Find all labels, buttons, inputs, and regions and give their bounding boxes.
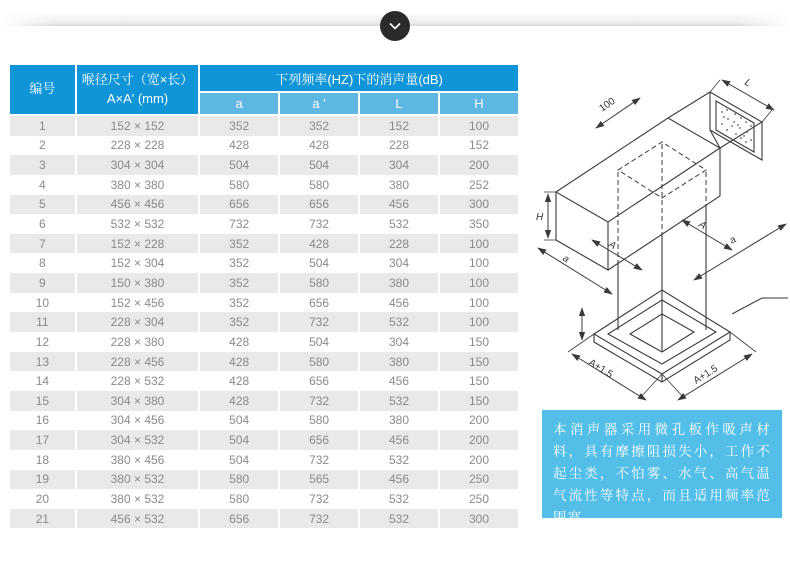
table-cell: 428: [200, 332, 278, 352]
product-description-box: [542, 410, 782, 525]
dim-label-a-right: a: [727, 234, 739, 247]
dim-label-A-left: A: [606, 239, 618, 253]
table-cell: 20: [10, 489, 75, 509]
table-cell: 304 × 532: [77, 430, 198, 450]
table-cell: 8: [10, 253, 75, 273]
table-cell: 1: [10, 116, 75, 136]
header-number: 编号: [10, 65, 75, 116]
table-row: [10, 312, 518, 332]
table-cell: 580: [280, 352, 358, 372]
table-cell: 100: [440, 253, 518, 273]
table-cell: 428: [200, 371, 278, 391]
table-cell: 580: [200, 489, 278, 509]
table-cell: 456: [360, 430, 438, 450]
table-cell: 580: [280, 273, 358, 293]
table-row: [10, 450, 518, 470]
table-cell: 6: [10, 214, 75, 234]
table-cell: 352: [200, 273, 278, 293]
table-header: [10, 65, 518, 116]
table-cell: 532 × 532: [77, 214, 198, 234]
table-cell: 656: [280, 371, 358, 391]
table-cell: 732: [200, 214, 278, 234]
dim-label-flange-left: A+1.5: [586, 357, 615, 381]
table-row: [10, 391, 518, 411]
table-cell: 11: [10, 312, 75, 332]
table-cell: 380 × 380: [77, 175, 198, 195]
table-row: [10, 116, 518, 136]
dim-label-H: H: [536, 212, 544, 223]
table-cell: 656: [280, 430, 358, 450]
table-cell: 4: [10, 175, 75, 195]
dim-label-100: 100: [597, 95, 618, 115]
table-cell: 250: [440, 470, 518, 490]
header-throat-size-line1: 喉径尺寸（宽×长）: [81, 71, 194, 87]
table-cell: 228 × 456: [77, 352, 198, 372]
subheader-a: a: [200, 93, 278, 116]
table-cell: 456: [360, 195, 438, 215]
table-cell: 732: [280, 312, 358, 332]
table-cell: 228: [360, 136, 438, 156]
table-cell: 350: [440, 214, 518, 234]
table-cell: 13: [10, 352, 75, 372]
table-cell: 532: [360, 214, 438, 234]
table-cell: 456 × 456: [77, 195, 198, 215]
table-cell: 352: [200, 312, 278, 332]
table-cell: 352: [200, 253, 278, 273]
table-cell: 200: [440, 411, 518, 431]
table-cell: 17: [10, 430, 75, 450]
table-cell: 456: [360, 293, 438, 313]
table-cell: 152: [440, 136, 518, 156]
table-row: [10, 470, 518, 490]
table-cell: 732: [280, 489, 358, 509]
table-cell: 200: [440, 430, 518, 450]
table-cell: 580: [200, 175, 278, 195]
table-cell: 100: [440, 116, 518, 136]
table-cell: 14: [10, 371, 75, 391]
table-cell: 580: [200, 470, 278, 490]
product-description-text: 本消声器采用微孔板作吸声材料，具有摩擦阻损失小，工作不起尘类，不怕雾、水气、高气温气流性等特点，而且适用频率范围宽。: [553, 422, 771, 525]
table-cell: 732: [280, 509, 358, 529]
table-cell: 504: [280, 332, 358, 352]
table-cell: 504: [200, 450, 278, 470]
table-cell: 152: [360, 116, 438, 136]
table-cell: 304 × 304: [77, 155, 198, 175]
collapse-button[interactable]: [380, 11, 410, 41]
table-cell: 565: [280, 470, 358, 490]
header-throat-size: [77, 65, 198, 116]
silencer-isometric-diagram: [534, 62, 790, 406]
table-cell: 150: [440, 352, 518, 372]
table-row: [10, 509, 518, 529]
table-row: [10, 234, 518, 254]
table-row: [10, 195, 518, 215]
table-row: [10, 293, 518, 313]
table-row: [10, 136, 518, 156]
table-cell: 456 × 532: [77, 509, 198, 529]
table-row: [10, 175, 518, 195]
table-cell: 380: [360, 411, 438, 431]
table-cell: 732: [280, 450, 358, 470]
table-cell: 352: [200, 234, 278, 254]
table-cell: 300: [440, 509, 518, 529]
table-cell: 150: [440, 371, 518, 391]
table-cell: 21: [10, 509, 75, 529]
table-cell: 304: [360, 155, 438, 175]
table-cell: 152 × 228: [77, 234, 198, 254]
table-cell: 16: [10, 411, 75, 431]
table-cell: 656: [280, 293, 358, 313]
table-cell: 304 × 380: [77, 391, 198, 411]
table-cell: 580: [280, 175, 358, 195]
table-cell: 9: [10, 273, 75, 293]
silencer-spec-table: [8, 65, 520, 528]
table-cell: 2: [10, 136, 75, 156]
table-cell: 100: [440, 234, 518, 254]
table-cell: 504: [200, 430, 278, 450]
table-cell: 380 × 532: [77, 489, 198, 509]
subheader-a2: a ': [280, 93, 358, 116]
table-cell: 504: [280, 253, 358, 273]
table-cell: 150: [440, 391, 518, 411]
table-cell: 200: [440, 155, 518, 175]
table-cell: 252: [440, 175, 518, 195]
table-cell: 100: [440, 293, 518, 313]
table-cell: 228: [360, 234, 438, 254]
table-cell: 12: [10, 332, 75, 352]
table-row: [10, 371, 518, 391]
table-cell: 428: [200, 391, 278, 411]
leader-line: [732, 298, 788, 314]
table-cell: 228 × 228: [77, 136, 198, 156]
table-cell: 152 × 456: [77, 293, 198, 313]
table-cell: 656: [200, 509, 278, 529]
table-cell: 428: [280, 136, 358, 156]
chevron-down-icon: [387, 18, 403, 34]
table-cell: 152 × 152: [77, 116, 198, 136]
table-cell: 732: [280, 391, 358, 411]
header-attenuation: 下列频率(HZ)下的消声量(dB): [200, 65, 518, 93]
table-cell: 532: [360, 450, 438, 470]
table-cell: 380: [360, 352, 438, 372]
table-cell: 5: [10, 195, 75, 215]
table-cell: 428: [200, 136, 278, 156]
table-cell: 580: [280, 411, 358, 431]
table-row: [10, 214, 518, 234]
header-throat-size-line2: A×A' (mm): [106, 90, 169, 106]
table-row: [10, 489, 518, 509]
table-row: [10, 430, 518, 450]
table-cell: 228 × 380: [77, 332, 198, 352]
table-row: [10, 411, 518, 431]
duct-body-outline: [556, 92, 788, 382]
table-row: [10, 352, 518, 372]
table-row: [10, 253, 518, 273]
table-cell: 380 × 456: [77, 450, 198, 470]
spec-table-body: [10, 116, 518, 528]
table-cell: 532: [360, 312, 438, 332]
table-cell: 656: [280, 195, 358, 215]
table-cell: 656: [200, 195, 278, 215]
table-row: [10, 332, 518, 352]
subheader-H: H: [440, 93, 518, 116]
table-cell: 504: [200, 411, 278, 431]
table-cell: 200: [440, 450, 518, 470]
table-cell: 532: [360, 489, 438, 509]
table-cell: 15: [10, 391, 75, 411]
table-cell: 532: [360, 509, 438, 529]
table-cell: 10: [10, 293, 75, 313]
table-cell: 150: [440, 332, 518, 352]
table-cell: 352: [200, 116, 278, 136]
table-cell: 428: [200, 352, 278, 372]
table-cell: 380: [360, 273, 438, 293]
table-cell: 304: [360, 253, 438, 273]
table-cell: 150 × 380: [77, 273, 198, 293]
table-cell: 532: [360, 391, 438, 411]
table-cell: 3: [10, 155, 75, 175]
table-cell: 456: [360, 371, 438, 391]
table-cell: 504: [280, 155, 358, 175]
table-cell: 228 × 532: [77, 371, 198, 391]
table-cell: 100: [440, 273, 518, 293]
table-cell: 428: [280, 234, 358, 254]
table-cell: 7: [10, 234, 75, 254]
subheader-L: L: [360, 93, 438, 116]
dim-label-a-left: a: [560, 253, 571, 266]
table-cell: 19: [10, 470, 75, 490]
dim-label-A-right: A: [696, 219, 708, 233]
table-cell: 456: [360, 470, 438, 490]
table-row: [10, 155, 518, 175]
table-cell: 352: [200, 293, 278, 313]
table-cell: 380: [360, 175, 438, 195]
table-cell: 732: [280, 214, 358, 234]
table-cell: 304: [360, 332, 438, 352]
table-cell: 250: [440, 489, 518, 509]
table-cell: 100: [440, 312, 518, 332]
table-cell: 304 × 456: [77, 411, 198, 431]
table-row: [10, 273, 518, 293]
dim-label-flange-right: A+1.5: [691, 363, 720, 387]
table-cell: 300: [440, 195, 518, 215]
table-cell: 352: [280, 116, 358, 136]
dim-label-L: L: [742, 77, 753, 90]
table-cell: 228 × 304: [77, 312, 198, 332]
table-cell: 380 × 532: [77, 470, 198, 490]
table-cell: 152 × 304: [77, 253, 198, 273]
table-cell: 504: [200, 155, 278, 175]
table-cell: 18: [10, 450, 75, 470]
